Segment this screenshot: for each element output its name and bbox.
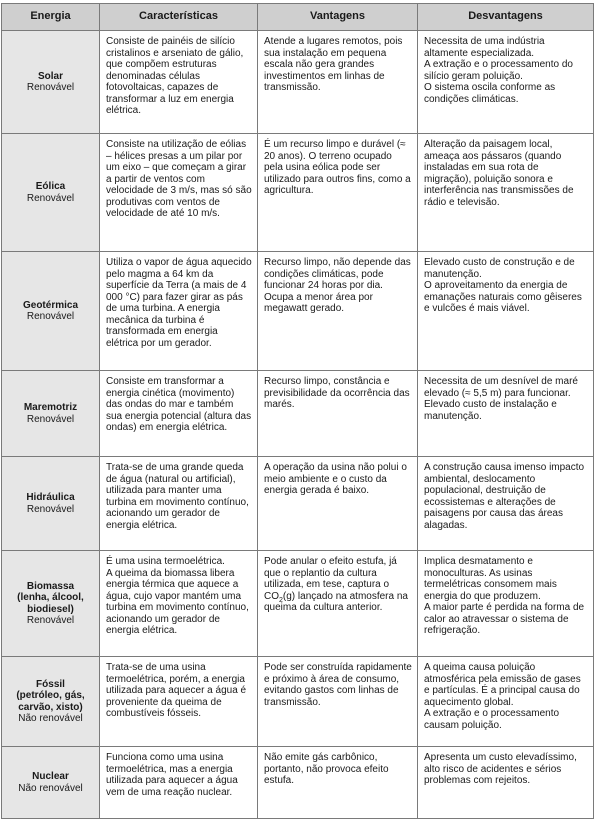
energy-type: Renovável: [26, 503, 75, 515]
energy-name: Hidráulica: [26, 492, 75, 503]
advantages-cell: [258, 657, 418, 747]
energy-type: Renovável: [26, 413, 75, 425]
advantages-text: Pode ser construída rapidamente e próximo à área de consumo, evitando gastos com linhas de transmissão.: [264, 662, 412, 708]
characteristics-text: Trata-se de uma usina termoelétrica, porém, a energia utilizada para aquecer a água é proveniente da queima de combustíveis fósseis.: [106, 662, 247, 719]
advantages-text: Não emite gás carbônico, portanto, não provoca efeito estufa.: [264, 752, 389, 786]
disadvantages-cell: [418, 31, 594, 134]
advantages-text-part: Pode anular o efeito estufa, já que o replantio da cultura utilizada, em tese, captura o CO: [264, 556, 397, 602]
disadvantages-text: A construção causa imenso impacto ambiental, deslocamento populacional, destruição de ecossistemas e alterações de paisagens por causa das áreas alagadas.: [424, 462, 585, 531]
disadvantages-text: Necessita de um desnível de maré elevado (≈ 5,5 m) para funcionar. Elevado custo de instalação e manutenção.: [424, 376, 578, 422]
advantages-text: [264, 556, 412, 614]
characteristics-cell: [100, 371, 258, 457]
advantages-cell: [258, 252, 418, 371]
disadvantages-cell: [418, 657, 594, 747]
disadvantages-cell: [418, 457, 594, 551]
advantages-text: Recurso limpo, constância e previsibilidade da ocorrência das marés.: [264, 376, 410, 410]
advantages-text-part: (g) lançado na atmosfera na queima da cultura anterior.: [264, 590, 408, 613]
header-disadvantages: Desvantagens: [418, 4, 594, 31]
table-row-geotermica: [2, 252, 594, 371]
energy-name: Solar: [37, 70, 63, 82]
header-energy: Energia: [2, 4, 100, 31]
advantages-text: A operação da usina não polui o meio ambiente e o custo da energia gerada é baixo.: [264, 462, 407, 496]
characteristics-text: Consiste na utilização de eólias – hélices presas a um pilar por um eixo – que começam a girar a partir de ventos com velocidade de 3 m/s, mas só são produtivas com ventos de velocidade de até 10 m/s.: [106, 139, 252, 219]
table-row-biomassa: [2, 551, 594, 657]
characteristics-text: Consiste de painéis de silício cristalinos e arseniato de gálio, que compõem estruturas denominadas células fotovoltaicas, capazes de transformar a luz em energia elétrica.: [106, 36, 244, 116]
advantages-text: Atende a lugares remotos, pois sua instalação em pequena escala não gera grandes investimentos em linhas de transmissão.: [264, 36, 403, 93]
advantages-cell: [258, 551, 418, 657]
disadvantages-text: A queima causa poluição atmosférica pela emissão de gases e partículas. É a principal causa do aquecimento global. A extração e o processamento causam poluição.: [424, 662, 581, 731]
advantages-text: É um recurso limpo e durável (≈ 20 anos). O terreno ocupado pela usina eólica pode ser utilizado para outros fins, como a agricultura.: [264, 139, 411, 196]
co2-subscript: 2: [279, 596, 283, 604]
disadvantages-cell: [418, 134, 594, 252]
table-header: [2, 4, 594, 31]
disadvantages-text: Alteração da paisagem local, ameaça aos pássaros (quando instaladas em sua rota de migração), poluição sonora e interferência nas transmissões de rádio e televisão.: [424, 139, 574, 208]
energy-type: Não renovável: [18, 713, 83, 724]
disadvantages-text: Necessita de uma indústria altamente especializada. A extração e o processamento do silício geram poluição. O sistema oscila conforme as condições climáticas.: [424, 36, 573, 105]
table-row-solar: [2, 31, 594, 134]
energy-name: Biomassa (lenha, álcool, biodiesel): [17, 580, 84, 615]
disadvantages-text: Elevado custo de construção e de manutenção. O aproveitamento da energia de emanações naturais como gêiseres e vulcões é mais viável.: [424, 257, 582, 314]
energy-type: Renovável: [26, 192, 75, 204]
disadvantages-text: Implica desmatamento e monoculturas. As usinas termelétricas consomem mais energia do que produzem. A maior parte é perdida na forma de calor ao atravessar o sistema de refrigeração.: [424, 556, 585, 636]
characteristics-cell: [100, 657, 258, 747]
energy-name: Maremotriz: [23, 402, 78, 413]
disadvantages-text: Apresenta um custo elevadíssimo, alto risco de acidentes e sérios problemas com rejeitos.: [424, 752, 577, 786]
disadvantages-cell: [418, 252, 594, 371]
advantages-cell: [258, 457, 418, 551]
table-row-eolica: [2, 134, 594, 252]
energy-name-cell: [2, 134, 100, 252]
table-row-hidraulica: [2, 457, 594, 551]
energy-name-cell: [2, 252, 100, 371]
header-characteristics: Características: [100, 4, 258, 31]
characteristics-cell: [100, 747, 258, 819]
header-advantages: Vantagens: [258, 4, 418, 31]
table-row-fossil: [2, 657, 594, 747]
energy-name: Eólica: [35, 181, 66, 192]
characteristics-cell: [100, 457, 258, 551]
energy-name-cell: [2, 657, 100, 747]
advantages-cell: [258, 371, 418, 457]
energy-type: Renovável: [26, 82, 75, 93]
energy-name: Fóssil (petróleo, gás, carvão, xisto): [16, 678, 85, 713]
energy-name-cell: [2, 31, 100, 134]
table-body: [2, 31, 594, 819]
advantages-cell: [258, 134, 418, 252]
energy-name: Nuclear: [32, 771, 69, 782]
energy-name-cell: [2, 371, 100, 457]
energy-name: Geotérmica: [22, 299, 79, 311]
advantages-cell: [258, 31, 418, 134]
disadvantages-cell: [418, 551, 594, 657]
energy-name-cell: [2, 551, 100, 657]
advantages-text: Recurso limpo, não depende das condições climáticas, pode funcionar 24 horas por dia. Ocupa a menor área por megawatt gerado.: [264, 257, 411, 314]
characteristics-cell: [100, 134, 258, 252]
characteristics-text: Funciona como uma usina termoelétrica, mas a energia utilizada para aquecer a água vem de uma reação nuclear.: [106, 752, 238, 798]
advantages-cell: [258, 747, 418, 819]
characteristics-text: Trata-se de uma grande queda de água (natural ou artificial), utilizada para manter uma turbina em movimento contínuo, acionando um gerador de energia elétrica.: [106, 462, 249, 531]
characteristics-cell: [100, 551, 258, 657]
characteristics-cell: [100, 31, 258, 134]
disadvantages-cell: [418, 371, 594, 457]
characteristics-text: É uma usina termoelétrica. A queima da biomassa libera energia térmica que aquece a água, cujo vapor mantém uma turbina em movimento contínuo, acionando um gerador de energia elétrica.: [106, 556, 249, 636]
characteristics-text: Utiliza o vapor de água aquecido pelo magma a 64 km da superfície da Terra (a mais de 4 000 °C) para fazer girar as pás de uma turbina. A energia mecânica da turbina é transformada em energia elétrica por um gerador.: [106, 257, 252, 349]
table-row-nuclear: [2, 747, 594, 819]
energy-type: Não renovável: [18, 782, 83, 794]
table-row-maremotriz: [2, 371, 594, 457]
energy-name-cell: [2, 457, 100, 551]
energy-type: Renovável: [26, 311, 75, 322]
header-row: [2, 4, 594, 31]
disadvantages-cell: [418, 747, 594, 819]
characteristics-cell: [100, 252, 258, 371]
energy-sources-table: [1, 3, 594, 819]
characteristics-text: Consiste em transformar a energia cinética (movimento) das ondas do mar e também sua energia potencial (altura das ondas) em energia elétrica.: [106, 376, 252, 433]
energy-type: Renovável: [26, 615, 75, 626]
energy-name-cell: [2, 747, 100, 819]
